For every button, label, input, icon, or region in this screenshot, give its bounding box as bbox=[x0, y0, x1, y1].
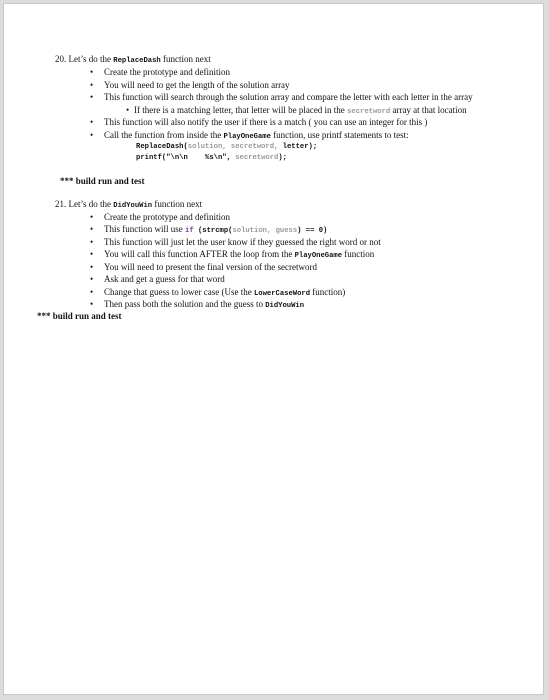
bullet-icon: • bbox=[90, 287, 94, 297]
sub-text-end: array at that location bbox=[390, 105, 467, 115]
b8-text: Then pass both the solution and the guess to bbox=[104, 299, 266, 309]
s21-bullet-2 bbox=[104, 224, 327, 237]
code-end: letter); bbox=[278, 143, 318, 151]
b5-text-end: function, use printf statements to test: bbox=[270, 130, 409, 140]
bullet-icon: • bbox=[90, 117, 94, 127]
bullet-icon: • bbox=[90, 67, 94, 77]
s21-bullet-8 bbox=[104, 299, 304, 312]
s21-bullet-1: Create the prototype and definition bbox=[104, 212, 230, 222]
bullet-icon: • bbox=[90, 299, 94, 309]
sub-bullet-icon: • bbox=[126, 105, 130, 115]
document-page bbox=[3, 3, 544, 695]
bullet-icon: • bbox=[90, 212, 94, 222]
code-arg: secretword bbox=[235, 154, 279, 162]
bullet-icon: • bbox=[90, 262, 94, 272]
b7-text: Change that guess to lower case (Use the bbox=[104, 287, 254, 297]
b2-code-end: ) == 0) bbox=[297, 227, 328, 235]
b2-code-strcmp: (strcmp( bbox=[193, 227, 233, 235]
s21-bullet-5: You will need to present the final version of the secretword bbox=[104, 262, 318, 272]
b5-text: Call the function from inside the bbox=[104, 130, 224, 140]
code-args: solution, secretword, bbox=[187, 143, 279, 151]
b5-code: PlayOneGame bbox=[223, 133, 271, 141]
b4-text: You will call this function AFTER the loop from the bbox=[104, 249, 295, 259]
heading-text: 21. Let’s do the bbox=[55, 199, 114, 209]
b4-text-end: function bbox=[342, 249, 375, 259]
bullet-icon: • bbox=[90, 92, 94, 102]
b8-code: DidYouWin bbox=[265, 302, 305, 310]
code-end: ); bbox=[278, 154, 287, 162]
bullet-icon: • bbox=[90, 249, 94, 259]
heading-text-end: function next bbox=[152, 199, 203, 209]
b7-text-end: function) bbox=[310, 287, 346, 297]
bullet-icon: • bbox=[90, 80, 94, 90]
s20-bullet-1: Create the prototype and definition bbox=[104, 67, 230, 77]
section-21-heading bbox=[55, 199, 202, 212]
s21-bullet-3: This function will just let the user know if they guessed the right word or not bbox=[104, 237, 381, 247]
code-fn: ReplaceDash( bbox=[136, 143, 188, 151]
b4-code: PlayOneGame bbox=[294, 252, 343, 260]
heading-code: DidYouWin bbox=[113, 202, 153, 210]
b2-code-if: if bbox=[185, 227, 194, 235]
b2-text: This function will use bbox=[104, 224, 185, 234]
heading-text: 20. Let’s do the bbox=[55, 54, 114, 64]
b2-code-args: solution, guess bbox=[232, 227, 298, 235]
bullet-icon: • bbox=[90, 274, 94, 284]
bullet-icon: • bbox=[90, 130, 94, 140]
s21-bullet-4 bbox=[104, 249, 374, 262]
section-20-heading bbox=[55, 54, 211, 67]
code-printf: printf("\n\n %s\n", bbox=[136, 154, 236, 162]
s20-bullet-4: This function will also notify the user if there is a match ( you can use an integer for this ) bbox=[104, 117, 428, 127]
bullet-icon: • bbox=[90, 237, 94, 247]
heading-code: ReplaceDash bbox=[113, 57, 161, 65]
sub-text: If there is a matching letter, that letter will be placed in the bbox=[134, 105, 348, 115]
b7-code: LowerCaseWord bbox=[253, 290, 311, 298]
s21-build-note: *** build run and test bbox=[37, 311, 122, 321]
heading-text-end: function next bbox=[160, 54, 211, 64]
s20-bullet-3: This function will search through the solution array and compare the letter with each letter in the array bbox=[104, 92, 473, 102]
s20-build-note: *** build run and test bbox=[60, 176, 145, 186]
s21-bullet-6: Ask and get a guess for that word bbox=[104, 274, 225, 284]
bullet-icon: • bbox=[90, 224, 94, 234]
s20-bullet-2: You will need to get the length of the solution array bbox=[104, 80, 290, 90]
code-line-printf bbox=[136, 153, 287, 164]
sub-code: secretword bbox=[347, 108, 391, 116]
code-line-replacedash bbox=[136, 142, 317, 153]
